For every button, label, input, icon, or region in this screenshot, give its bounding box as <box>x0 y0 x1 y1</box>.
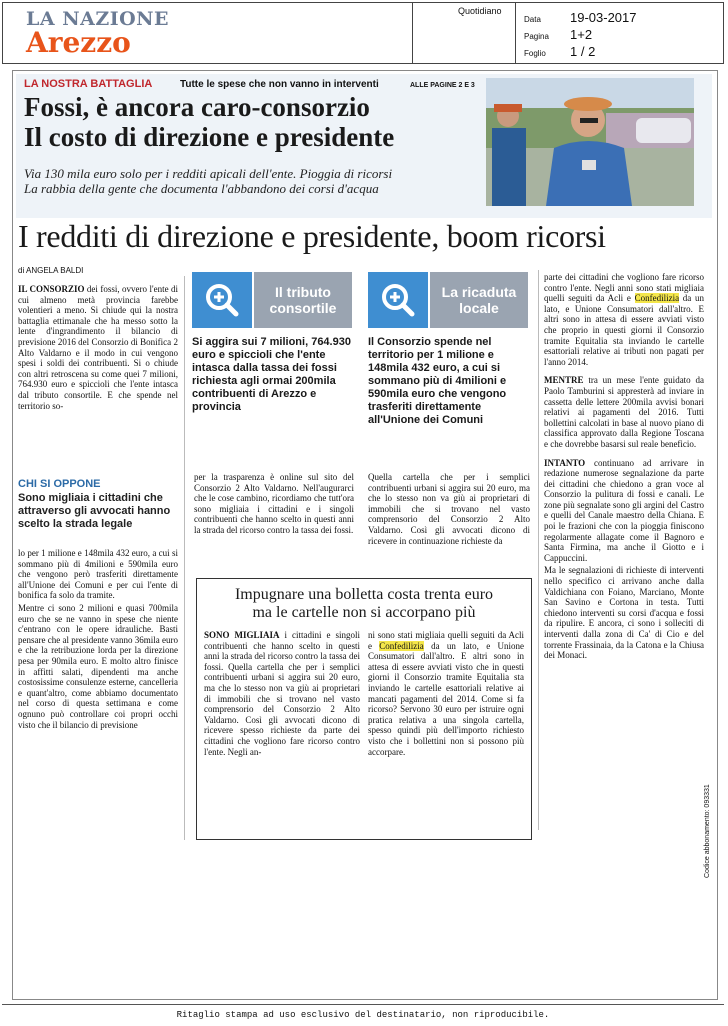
meta-page-value: 1+2 <box>570 27 593 42</box>
col4-p3-lead: INTANTO <box>544 457 586 468</box>
meta-page <box>524 26 592 44</box>
chi-si-oppone-heading: CHI SI OPPONE <box>18 478 101 490</box>
column-rule-1 <box>184 276 185 578</box>
box-col1-lead: SONO MIGLIAIA <box>204 630 280 640</box>
main-title: I redditi di direzione e presidente, boom ricorsi <box>18 218 606 254</box>
kicker-battle: LA NOSTRA BATTAGLIA <box>24 78 153 90</box>
col1-body: dei fossi, ovvero l'ente di cui almeno metà provincia farebbe volentieri a meno. Si chiude qui la nostra battaglia ettimanale che ha messo sotto la lente d'ingrandimento il bilancio di previsione 2016 del Consorzio di Bonifica 2 Alto Valdarno e il modo in cui vengono spesi i soldi dei contribuenti. Si o chiude con altri retroscena su come quei 7 milioni, 764.930 euro e spiccioli che l'ente intasca dal tributo consortile. E che spende nel territorio so- <box>18 284 178 411</box>
magnifier-plus-svg <box>202 280 242 320</box>
tile-ricaduta-label: La ricaduta locale <box>430 272 528 328</box>
tile-tributo-label: Il tributo consortile <box>254 272 352 328</box>
box-title-line-2: ma le cartelle non si accorpano più <box>252 604 476 621</box>
meta-sheet-value: 1 / 2 <box>570 44 596 59</box>
meta-date-value: 19-03-2017 <box>570 10 637 25</box>
col2-mid-text: per la trasparenza è online sul sito del Consorzio 2 Alto Valdarno. Nell'augurarci che le cose cambino, ricordiamo che tutt'ora sono migliaia i cittadini e i singoli contribuenti che hanno scelto in questi anni la strada del ricorso contro la tassa dei fossi. <box>194 472 354 535</box>
front-headline-line-2: Il costo di direzione e presidente <box>24 122 395 152</box>
front-subhead <box>24 166 494 196</box>
box-col1-text <box>204 630 360 757</box>
meta-date-key: Data <box>524 15 541 24</box>
col4-p3 <box>544 458 704 564</box>
meta-sheet <box>524 43 595 61</box>
fact-ricaduta: Il Consorzio spende nel territorio per 1 milione e 148mila 432 euro, a cui si sommano più di 4milioni e 590mila euro che vengono trasferiti direttamente all'Unione dei Comuni <box>368 336 507 426</box>
magnifier-plus-icon <box>192 272 252 328</box>
col3-mid-text: Quella cartella che per i semplici contribuenti urbani si aggira sui 20 euro, ma che lo stesso non va giù ai proprietari di immobili che si trovano nel vasto comprensorio del Consorzio 2 Alto Valdarno. Così gli avvocati dicono di ricevere in continuazione richieste da <box>368 472 530 546</box>
col1-bottom-p1: lo per 1 milione e 148mila 432 euro, a cui si sommano più di 4milioni e 590mila euro che vengono però trasferiti direttamente all'Unione dei Comuni e per cui l'ente di bonifica fa solo da tramite. <box>18 548 178 601</box>
box-title-line-1: Impugnare una bolletta costa trenta euro <box>234 586 494 603</box>
col1-top-text <box>18 284 178 411</box>
meta-date <box>524 9 637 27</box>
col4-p1a: parte dei cittadini che vogliono fare ricorso contro l'ente. Negli anni sono stati migliaia quelli seguiti da Acli e <box>544 272 704 304</box>
box-col1-body: i cittadini e singoli contribuenti che hanno scelto in questi anni la strada del ricorso contro la tassa dei fossi. Quella cartella che per i semplici contribuenti urbani si aggira sui 20 euro, ma che lo stesso non va giù ai proprietari di immobili che si trovano nel vasto comprensorio del Consorzio 2 Alto Valdarno. Così gli avvocati dicono di ricevere spesso richieste da parte dei cittadini che vogliono fare ricorso contro l'ente. Negli an- <box>204 630 360 757</box>
front-headline-line-1: Fossi, è ancora caro-consorzio <box>24 92 370 122</box>
col1-lead: IL CONSORZIO <box>18 284 85 294</box>
kicker-text: Tutte le spese che non vanno in interventi <box>180 79 379 90</box>
box-title <box>208 586 520 622</box>
magnifier-plus-svg-2 <box>378 280 418 320</box>
front-subhead-line-2: La rabbia della gente che documenta l'abbandono dei corsi d'acqua <box>24 181 379 196</box>
publication-type: Quotidiano <box>458 6 502 16</box>
col4-p2-body: tra un mese l'ente guidato da Paolo Tamburini si appresterà ad inviare in cassetta delle lettere 200mila avvisi bonari relativi ai pagamenti del 2016. Tutti bollettini calcolati in base al nuovo piano di classifica approvato dalla Regione Toscana e che dovrebbe basarsi sul reale beneficio. <box>544 375 704 449</box>
publication-city: Arezzo <box>26 26 131 59</box>
magnifier-plus-icon <box>368 272 428 328</box>
box-col2-highlight: Confedilizia <box>379 640 424 651</box>
col1-bottom-p2: Mentre ci sono 2 milioni e quasi 700mila euro che se ne vanno in spese che niente c'entrano con le opere idrauliche. Basti pensare che al presidente vanno 36mila euro e che la retribuzione lorda per la direzione pesa per 90mila euro. E molto altro finisce in affitti salati, dipendenti ma anche costosissime consulenze esterne, cancelleria e quant'altro, come abbiamo documentato nel corso di questa settimana e come ognuno può controllare coi propri occhi visto che il bilancio di previsione <box>18 602 178 730</box>
publication-name: LA NAZIONE <box>26 8 169 30</box>
meta-sheet-key: Foglio <box>524 49 546 58</box>
column-rule-1b <box>184 578 185 840</box>
col4-text <box>544 272 704 663</box>
col4-p1 <box>544 272 704 367</box>
subscription-code: Codice abbonamento: 093331 <box>704 784 711 878</box>
meta-page-key: Pagina <box>524 32 549 41</box>
col1-bottom-text <box>18 548 178 732</box>
col4-highlight: Confedilizia <box>634 293 680 304</box>
column-rule-3 <box>538 270 539 830</box>
photo-illustration <box>486 78 694 206</box>
fact-tributo: Si aggira sui 7 milioni, 764.930 euro e spiccioli che l'ente intasca dalla tassa dei fossi richiesta agli ormai 200mila contribuenti di Arezzo e provincia <box>192 336 351 413</box>
col4-p3-body: continuano ad arrivare in redazione numerose segnalazione da parte dei cittadini che chiedono a gran voce al Consorzio la pulitura di fossi e canali. Le zone più segnalate sono gli argini del Castro e quelli del Canale maestro della Chiana. E poi le frazioni che con la pioggia finiscono regolarmente allagate come il Bagnoro e Santa Firmina, ma anche il Giotto e i Cappuccini. <box>544 457 704 563</box>
photo-two-men <box>486 78 694 206</box>
chi-si-oppone-sub: Sono migliaia i cittadini che attraverso gli avvocati hanno scelto la strada legale <box>18 492 171 530</box>
col4-p2 <box>544 375 704 449</box>
box-col2b: da un lato, e Unione Consumatori dall'altro. E altri sono in attesa di essere avviati visto che in questi giorni il Consorzio tramite Equitalia sta inviando le cartelle esattoriali relative ai mancati pagamenti del 2014. Come si fa ricorso? Servono 30 euro per istruire ogni pratica relativa a una singola cartella, spesso quindi più dell'importo richiesto visto che i bollettini non si possono più accorpare. <box>368 640 524 757</box>
clip-footer: Ritaglio stampa ad uso esclusivo del destinatario, non riproducibile. <box>2 1004 724 1024</box>
front-headline <box>24 92 494 152</box>
col4-p2-lead: MENTRE <box>544 375 584 386</box>
box-col2a: ni sono stati migliaia quelli seguiti da Acli e <box>368 630 524 651</box>
front-subhead-line-1: Via 130 mila euro solo per i redditi apicali dell'ente. Pioggia di ricorsi <box>24 166 393 181</box>
byline: di ANGELA BALDI <box>18 266 84 275</box>
kicker-pages: ALLE PAGINE 2 E 3 <box>410 82 475 89</box>
col4-p4: Ma le segnalazioni di richieste di interventi nello specifico ci arrivano anche dalla Valdichiana con Foiano, Marciano, Monte San Savino e Cortona in testa. Tutti chiedono interventi su corsi d'acqua e fossi da ripulire. E ancora, ci sono i solleciti di interventi dalla zona di Ca' di Cio e del torrente Frassinaia, da la Catona e la Chiusa dei Monaci. <box>544 565 704 661</box>
tile-tributo <box>192 272 352 328</box>
box-col2-text <box>368 630 524 757</box>
col4-p1b: da un lato, e Unione Consumatori dall'altro. E altri sono in attesa di essere avviati visto che proprio in questi giorni il Consorzio tramite Equitalia sta inviando le cartelle esattoriali relative ai tributi non pagati per l'anno 2014. <box>544 293 705 367</box>
tile-ricaduta <box>368 272 528 328</box>
